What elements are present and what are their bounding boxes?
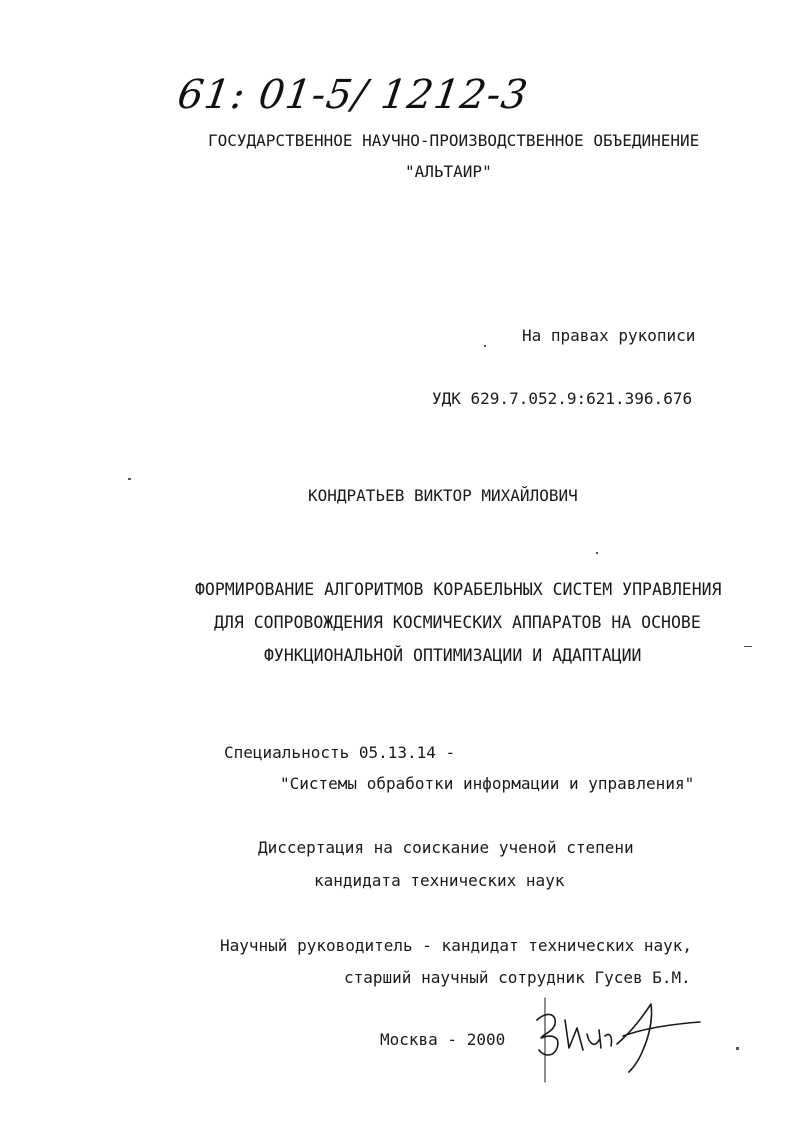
- supervisor-line-2: старший научный сотрудник Гусев Б.М.: [344, 968, 691, 987]
- thesis-title-line-3: ФУНКЦИОНАЛЬНОЙ ОПТИМИЗАЦИИ И АДАПТАЦИИ: [264, 646, 642, 665]
- degree-line-1: Диссертация на соискание ученой степени: [258, 838, 634, 857]
- supervisor-line-1: Научный руководитель - кандидат технических наук,: [220, 936, 693, 955]
- specialty-code: Специальность 05.13.14 -: [224, 743, 456, 762]
- organization-name: ГОСУДАРСТВЕННОЕ НАУЧНО-ПРОИЗВОДСТВЕННОЕ ОБЪЕДИНЕНИЕ: [208, 131, 700, 150]
- udk-code: УДК 629.7.052.9:621.396.676: [432, 389, 693, 408]
- scan-speck: [736, 1047, 739, 1050]
- scan-speck: [128, 478, 131, 480]
- scan-speck: [744, 646, 752, 647]
- degree-line-2: кандидата технических наук: [314, 871, 565, 890]
- scan-speck: [596, 552, 598, 554]
- handwritten-catalog-number: 61: 01-5/ 1212-3: [174, 72, 532, 118]
- author-name: КОНДРАТЬЕВ ВИКТОР МИХАЙЛОВИЧ: [308, 486, 578, 505]
- scan-speck: [484, 345, 486, 347]
- rights-notice: На правах рукописи: [522, 326, 696, 345]
- organization-short-name: "АЛЬТАИР": [405, 162, 492, 181]
- signature-mark: [525, 990, 710, 1085]
- specialty-name: "Системы обработки информации и управления": [280, 774, 695, 793]
- place-and-year: Москва - 2000: [380, 1030, 506, 1049]
- thesis-title-line-1: ФОРМИРОВАНИЕ АЛГОРИТМОВ КОРАБЕЛЬНЫХ СИСТЕМ УПРАВЛЕНИЯ: [195, 580, 722, 599]
- thesis-title-line-2: ДЛЯ СОПРОВОЖДЕНИЯ КОСМИЧЕСКИХ АППАРАТОВ НА ОСНОВЕ: [214, 613, 701, 632]
